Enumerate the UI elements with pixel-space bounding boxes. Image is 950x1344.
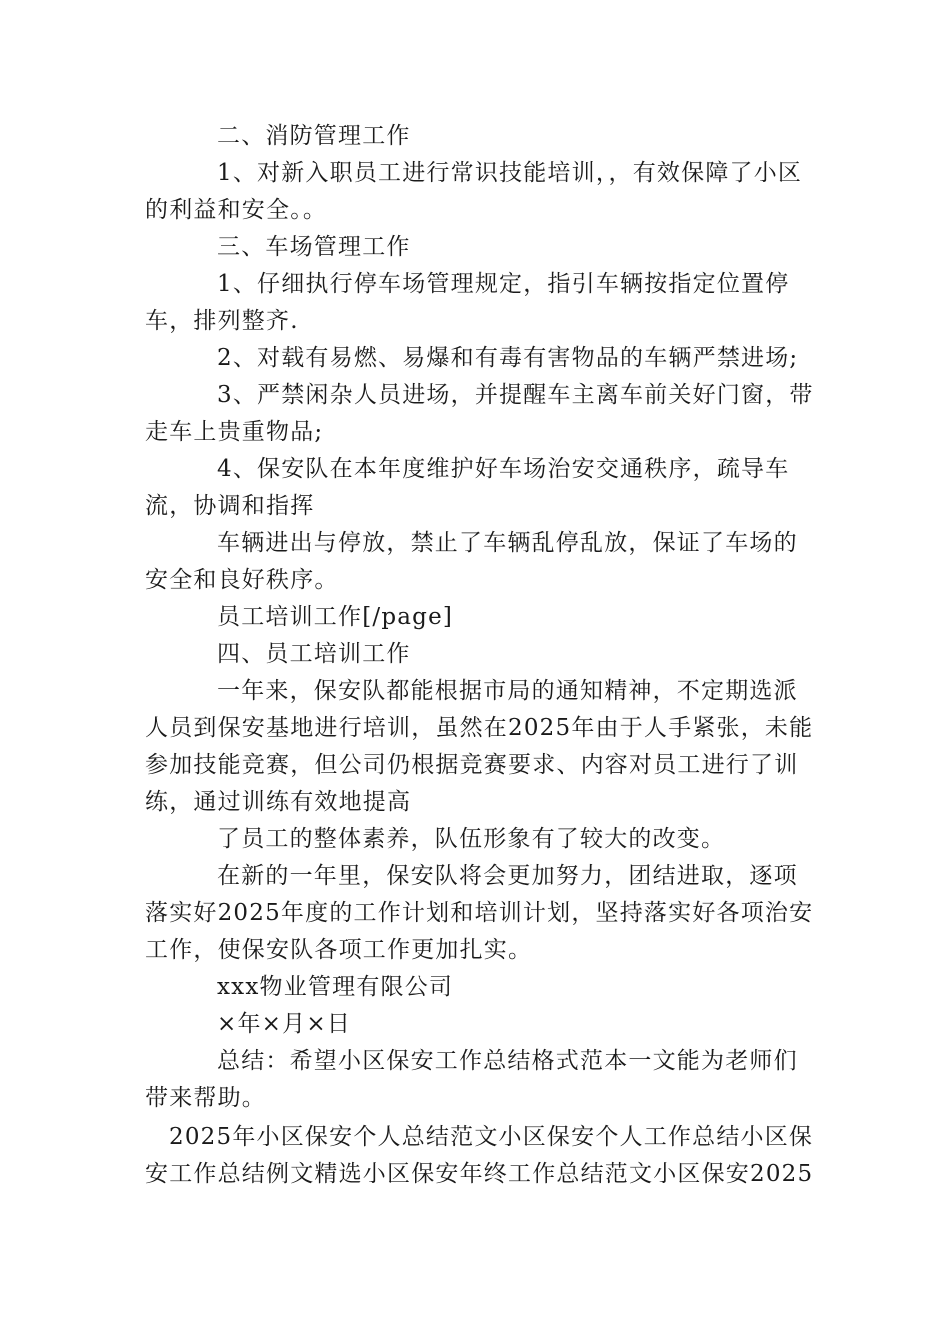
section-heading-fire: 二、消防管理工作	[217, 123, 411, 149]
paragraph: 2、对载有易燃、易爆和有毒有害物品的车辆严禁进场;	[217, 345, 799, 371]
summary-paragraph: 总结：希望小区保安工作总结格式范本一文能为老师们带来帮助。	[145, 1048, 798, 1111]
paragraph: 3、严禁闲杂人员进场，并提醒车主离车前关好门窗，带走车上贵重物品;	[145, 382, 814, 445]
paragraph: 1、对新入职员工进行常识技能培训，，有效保障了小区的利益和安全。。	[145, 160, 803, 223]
paragraph: 了员工的整体素养，队伍形象有了较大的改变。	[217, 826, 726, 852]
paragraph: 1、仔细执行停车场管理规定，指引车辆按指定位置停车，排列整齐.	[145, 271, 790, 334]
paragraph: 4、保安队在本年度维护好车场治安交通秩序，疏导车流，协调和指挥	[145, 456, 790, 519]
section-heading-parking: 三、车场管理工作	[217, 234, 411, 260]
signature-date: ×年×月×日	[217, 1011, 352, 1037]
related-articles-line: 2025年小区保安个人总结范文小区保安个人工作总结小区保安工作总结例文精选小区保安年终工作总结范文小区保安2025	[145, 1124, 814, 1187]
paragraph: 一年来，保安队都能根据市局的通知精神，不定期选派人员到保安基地进行培训，虽然在2025年由于人手紧张，未能参加技能竞赛，但公司仍根据竞赛要求、内容对员工进行了训练，通过训练有效地提高	[145, 678, 814, 815]
paragraph: 在新的一年里，保安队将会更加努力，团结进取，逐项落实好2025年度的工作计划和培训计划，坚持落实好各项治安工作，使保安队各项工作更加扎实。	[145, 863, 814, 963]
company-signature: xxx物业管理有限公司	[217, 974, 454, 1000]
paragraph: 车辆进出与停放，禁止了车辆乱停乱放，保证了车场的安全和良好秩序。	[145, 530, 798, 593]
page-marker-line: 员工培训工作[/page]	[217, 604, 454, 630]
section-heading-training: 四、员工培训工作	[217, 641, 411, 667]
document-body	[145, 118, 815, 1193]
